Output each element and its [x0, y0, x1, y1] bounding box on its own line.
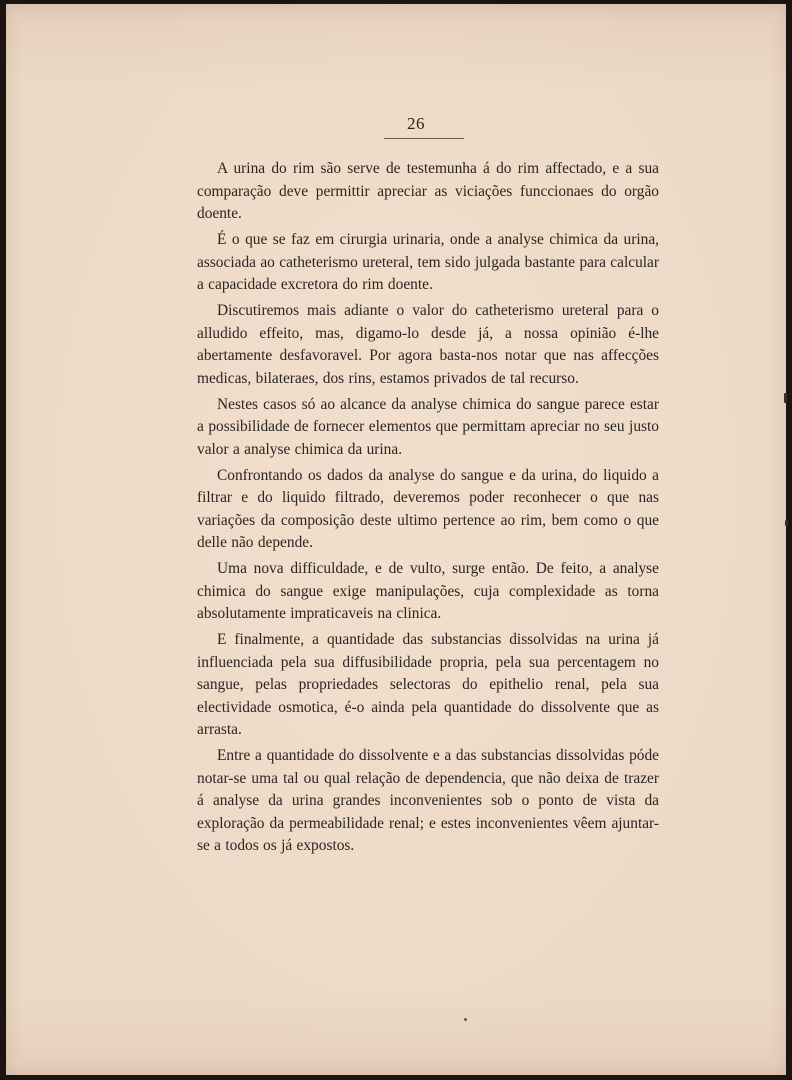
page-number: 26: [407, 114, 425, 133]
page-number-rule: [384, 138, 464, 139]
edge-mark: [785, 520, 788, 526]
book-page: [6, 4, 786, 1075]
paragraph-3: Discutiremos mais adiante o valor do catheterismo ureteral para o alludido effeito, mas, digamo-lo desde já, a nossa opinião é-lhe abertamente desfavoravel. Por agora basta-nos notar que nas affecções medicas, bilateraes, dos rins, estamos privados de tal recurso.: [197, 302, 659, 387]
paper-speck: [464, 1018, 467, 1021]
paragraph-7: E finalmente, a quantidade das substancias dissolvidas na urina já influenciada pela sua diffusibilidade propria, pela sua percentagem no sangue, pelas propriedades selectoras do epithelio renal, pela sua electividade osmotica, é-o ainda pela quantidade do dissolvente que as arrasta.: [197, 631, 659, 738]
paragraph-1: A urina do rim são serve de testemunha á do rim affectado, e a sua comparação deve permittir apreciar as viciações funccionaes do orgão doente.: [197, 160, 659, 222]
paragraph-5: Confrontando os dados da analyse do sangue e da urina, do liquido a filtrar e do liquido filtrado, deveremos poder reconhecer o que nas variações da composição deste ultimo pertence ao rim, bem como o que delle não depende.: [197, 466, 659, 551]
paragraph-4: Nestes casos só ao alcance da analyse chimica do sangue parece estar a possibilidade de fornecer elementos que permittam apreciar no seu justo valor a analyse chimica da urina.: [197, 395, 659, 458]
body-text: [197, 158, 659, 858]
paragraph-2: É o que se faz em cirurgia urinaria, onde a analyse chimica da urina, associada ao catheterismo ureteral, tem sido julgada bastante para calcular a capacidade excretora do rim doente.: [197, 231, 659, 293]
paragraph-6: Uma nova difficuldade, e de vulto, surge então. De feito, a analyse chimica do sangue exige manipulações, cuja complexidade as torna absolutamente impraticaveis na clinica.: [197, 560, 659, 622]
paragraph-8: Entre a quantidade do dissolvente e a das substancias dissolvidas póde notar-se uma tal ou qual relação de dependencia, que não deixa de trazer á analyse da urina grandes inconvenientes sob o ponto de vista da exploração da permeabilidade renal; e estes inconvenientes vêem ajuntar-se a todos os já expostos.: [197, 747, 659, 854]
edge-mark: [784, 393, 787, 403]
